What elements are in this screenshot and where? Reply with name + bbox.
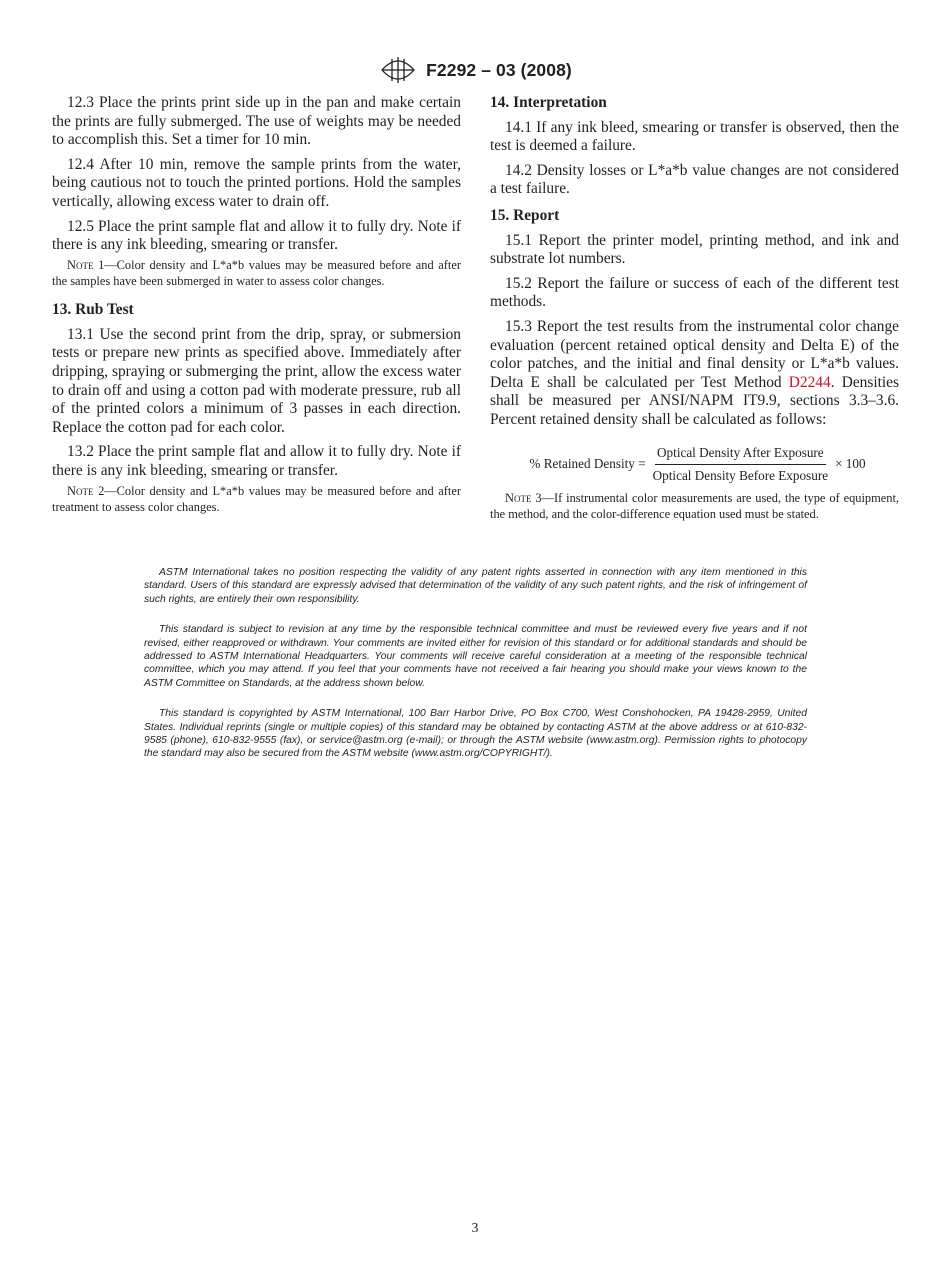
formula-denominator: Optical Density Before Exposure [652, 468, 829, 484]
formula-rhs: × 100 [835, 456, 866, 472]
paragraph-12-5: 12.5 Place the print sample flat and allow it to fully dry. Note if there is any ink bleeding, smearing or transfer. [52, 217, 461, 254]
paragraph-15-3 [490, 318, 899, 430]
note-3 [490, 490, 899, 522]
paragraph-15-3-text-b: . Densities shall be measured per ANSI/NAPM IT9.9, sections 3.3–3.6. Percent retained density shall be calculated as follows: [490, 373, 899, 428]
note-1-text: —Color density and L*a*b values may be measured before and after the samples have been submerged in water to assess color changes. [52, 257, 461, 288]
page-header [0, 52, 950, 88]
note-2-label: Note 2 [67, 483, 105, 498]
page-number: 3 [471, 1220, 479, 1235]
footer-patent-notice: ASTM International takes no position respecting the validity of any patent rights asserted in connection with any item mentioned in this standard. Users of this standard are expressly advised that determination of the validity of any such patent rights, and the risk of infringement of such rights, are entirely their own responsibility. [144, 567, 807, 605]
document-designation: F2292 – 03 (2008) [426, 59, 572, 80]
note-3-label: Note 3 [505, 490, 542, 505]
retained-density-formula [496, 444, 899, 486]
astm-logo-icon [378, 54, 418, 86]
legal-footer [144, 566, 807, 778]
left-column [52, 94, 461, 527]
note-1-label: Note 1 [67, 257, 105, 272]
section-14-title: 14. Interpretation [490, 94, 607, 111]
paragraph-13-1: 13.1 Use the second print from the drip, spray, or submersion tests or prepare new prints as specified above. Immediately after dripping, spraying or submerging the print, allow the excess water to drain off and using a cotton pad with moderate pressure, rub all of the printed colors a minimum of 3 passes in each direction. Replace the cotton pad for each color. [52, 325, 461, 436]
note-1 [52, 257, 461, 289]
footer-copyright-notice: This standard is copyrighted by ASTM International, 100 Barr Harbor Drive, PO Box C700, West Conshohocken, PA 19428-2959, United States. Individual reprints (single or multiple copies) of this standard may be obtained by contacting ASTM at the above address or at 610-832-9585 (phone), 610-832-9555 (fax), or service@astm.org (e-mail); or through the ASTM website (www.astm.org). Permission rights to photocopy the standard may also be secured from the ASTM website (www.astm.org/COPYRIGHT/). [144, 708, 807, 760]
note-2-text: —Color density and L*a*b values may be measured before and after treatment to assess color changes. [52, 483, 461, 514]
paragraph-12-3: 12.3 Place the prints print side up in the pan and make certain the prints are fully submerged. The use of weights may be needed to accomplish this. Set a timer for 10 min. [52, 94, 461, 149]
section-15-title: 15. Report [490, 206, 560, 224]
section-13-title: 13. Rub Test [52, 301, 134, 319]
paragraph-14-2: 14.2 Density losses or L*a*b value changes are not considered a test failure. [490, 161, 899, 198]
footer-revision-notice: This standard is subject to revision at any time by the responsible technical committee and must be reviewed every five years and if not revised, either reapproved or withdrawn. Your comments are invited either for revision of this standard or for additional standards and should be addressed to ASTM International Headquarters. Your comments will receive careful consideration at a meeting of the responsible technical committee, which you may attend. If you feel that your comments have not received a fair hearing you should make your views known to the ASTM Committee on Standards, at the address shown below. [144, 624, 807, 689]
paragraph-13-2: 13.2 Place the print sample flat and allow it to fully dry. Note if there is any ink bleeding, smearing or transfer. [52, 443, 461, 479]
d2244-link[interactable]: D2244 [788, 373, 831, 391]
note-2 [52, 483, 461, 515]
paragraph-15-1: 15.1 Report the printer model, printing method, and ink and substrate lot numbers. [490, 231, 899, 268]
formula-lhs: % Retained Density = [529, 456, 646, 472]
formula-numerator: Optical Density After Exposure [655, 444, 826, 466]
paragraph-15-3-text-a: 15.3 Report the test results from the instrumental color change evaluation (percent retained optical density and Delta E) of the color patches, and the initial and final density or L*a*b values. Delta E shall be calculated per Test Method [490, 317, 899, 391]
paragraph-14-1: 14.1 If any ink bleed, smearing or transfer is observed, then the test is deemed a failure. [490, 118, 899, 155]
note-3-text: —If instrumental color measurements are used, the type of equipment, the method, and the color-difference equation used must be stated. [490, 490, 899, 521]
paragraph-15-2: 15.2 Report the failure or success of each of the different test methods. [490, 274, 899, 311]
formula-fraction [651, 444, 830, 486]
right-column [490, 94, 899, 534]
paragraph-12-4: 12.4 After 10 min, remove the sample prints from the water, being cautious not to touch the printed portions. Hold the samples vertically, allowing excess water to drain off. [52, 155, 461, 210]
